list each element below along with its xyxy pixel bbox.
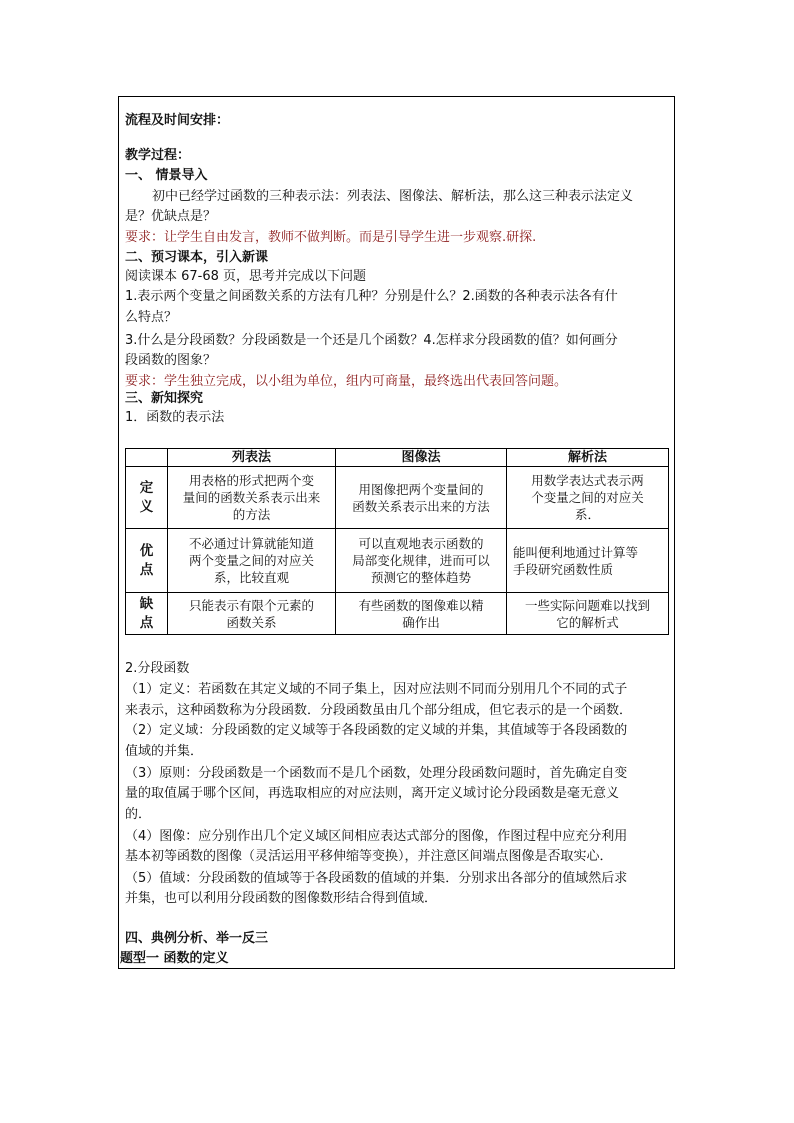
table-row-definition xyxy=(126,467,669,529)
section-3-subtitle: 1．函数的表示法 xyxy=(125,410,225,425)
cell-definition-list: 用表格的形式把两个变 量间的函数关系表示出来 的方法 xyxy=(168,467,336,529)
section-2-question-2b: 段函数的图象？ xyxy=(125,353,217,368)
teaching-process-heading: 教学过程： xyxy=(125,148,191,163)
section-4-type-1: 题型一 函数的定义 xyxy=(120,951,229,966)
section-1-text-1: 初中已经学过函数的三种表示法：列表法、图像法、解析法，那么这三种表示法定义 xyxy=(152,189,634,204)
cell-disadvantages-graph: 有些函数的图像难以精 确作出 xyxy=(336,593,507,635)
header-analytic-method: 解析法 xyxy=(507,449,669,467)
table-corner xyxy=(126,449,168,467)
section-2-question-1b: 么特点？ xyxy=(125,310,178,325)
piecewise-graph-2: 基本初等函数的图像（灵活运用平移伸缩等变换），并注意区间端点图像是否取实心． xyxy=(125,849,613,864)
cell-advantages-list: 不必通过计算就能知道 两个变量之间的对应关 系，比较直观 xyxy=(168,529,336,593)
piecewise-definition-2: 来表示，这种函数称为分段函数．分段函数虽由几个部分组成，但它表示的是一个函数． xyxy=(125,703,633,718)
piecewise-domain-1: （2）定义域：分段函数的定义域等于各段函数的定义域的并集，其值域等于各段函数的 xyxy=(125,723,628,738)
section-1-text-2: 是？优缺点是？ xyxy=(125,209,217,224)
cell-advantages-graph: 可以直观地表示函数的 局部变化规律，进而可以 预测它的整体趋势 xyxy=(336,529,507,593)
piecewise-domain-2: 值域的并集． xyxy=(125,744,204,759)
section-2-reading: 阅读课本 67-68 页，思考并完成以下问题 xyxy=(125,269,367,284)
section-4-title: 四、典例分析、举一反三 xyxy=(125,931,269,946)
section-1-title: 一、 情景导入 xyxy=(125,168,208,183)
piecewise-definition-1: （1）定义：若函数在其定义域的不同子集上，因对应法则不同而分别用几个不同的式子 xyxy=(125,682,628,697)
section-1-requirement: 要求：让学生自由发言，教师不做判断。而是引导学生进一步观察.研探. xyxy=(125,230,537,245)
cell-disadvantages-analytic: 一些实际问题难以找到 它的解析式 xyxy=(507,593,669,635)
piecewise-range-1: （5）值域：分段函数的值域等于各段函数的值域的并集．分别求出各部分的值域然后求 xyxy=(125,871,628,886)
piecewise-principle-2: 量的取值属于哪个区间，再选取相应的对应法则，离开定义域讨论分段函数是毫无意义 xyxy=(125,786,620,801)
header-list-method: 列表法 xyxy=(168,449,336,467)
cell-definition-analytic: 用数学表达式表示两 个变量之间的对应关 系． xyxy=(507,467,669,529)
cell-definition-graph: 用图像把两个变量间的 函数关系表示出来的方法 xyxy=(336,467,507,529)
table-header-row xyxy=(126,449,669,467)
cell-advantages-analytic: 能叫便利地通过计算等 手段研究函数性质 xyxy=(507,529,669,593)
piecewise-title: 2.分段函数 xyxy=(125,661,190,676)
section-2-question-2a: 3.什么是分段函数？分段函数是一个还是几个函数？4.怎样求分段函数的值？如何画分 xyxy=(125,333,618,348)
representation-table xyxy=(125,448,669,635)
section-2-title: 二、预习课本，引入新课 xyxy=(125,250,269,265)
table-row-disadvantages xyxy=(126,593,669,635)
section-2-requirement: 要求：学生独立完成，以小组为单位，组内可商量，最终选出代表回答问题。 xyxy=(125,374,568,389)
table-row-advantages xyxy=(126,529,669,593)
row-label-advantages: 优 点 xyxy=(126,529,168,593)
header-graph-method: 图像法 xyxy=(336,449,507,467)
piecewise-range-2: 并集，也可以利用分段函数的图像数形结合得到值域． xyxy=(125,891,438,906)
schedule-heading: 流程及时间安排： xyxy=(125,113,230,128)
piecewise-graph-1: （4）图像：应分别作出几个定义域区间相应表达式部分的图像，作图过程中应充分利用 xyxy=(125,829,628,844)
piecewise-principle-3: 的． xyxy=(125,807,152,822)
section-2-question-1a: 1.表示两个变量之间函数关系的方法有几种？分别是什么？2.函数的各种表示法各有什 xyxy=(125,289,618,304)
row-label-definition: 定 义 xyxy=(126,467,168,529)
piecewise-principle-1: （3）原则：分段函数是一个函数而不是几个函数，处理分段函数问题时，首先确定自变 xyxy=(125,766,628,781)
section-3-title: 三、新知探究 xyxy=(125,391,204,406)
cell-disadvantages-list: 只能表示有限个元素的 函数关系 xyxy=(168,593,336,635)
row-label-disadvantages: 缺 点 xyxy=(126,593,168,635)
